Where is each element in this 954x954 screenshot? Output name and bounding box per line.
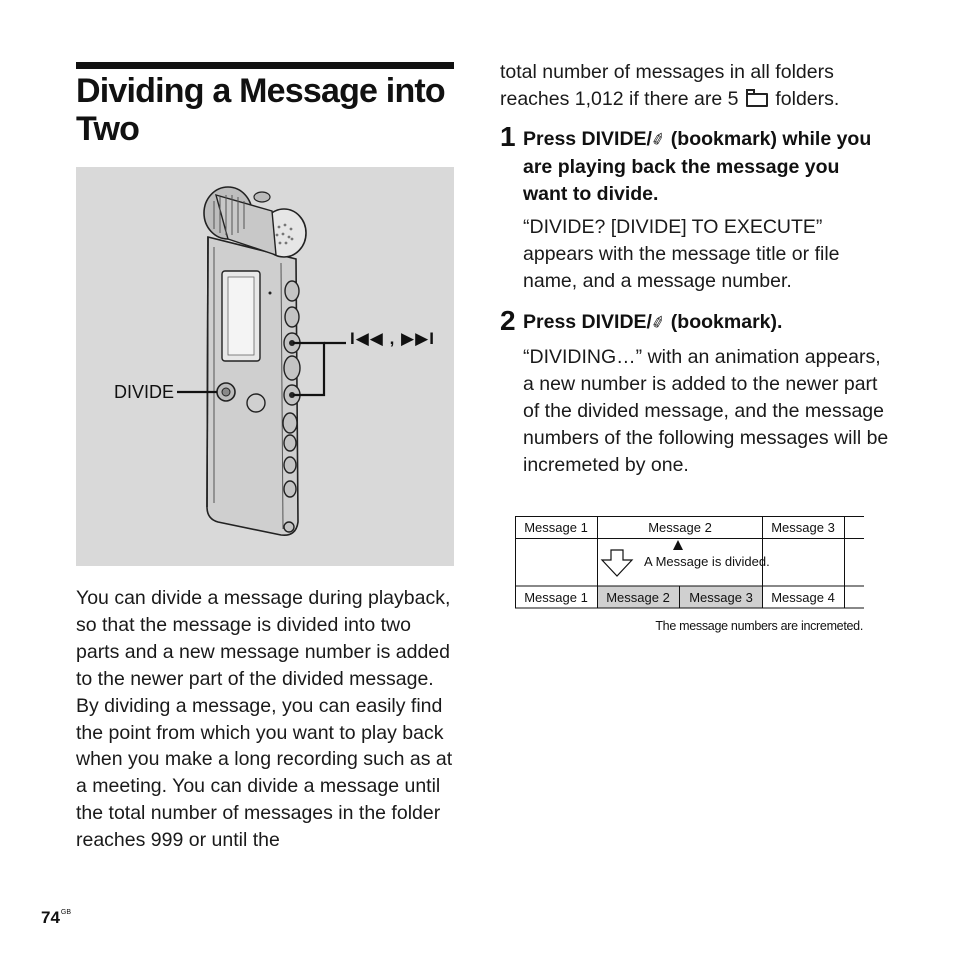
title-rule <box>76 62 454 69</box>
divide-diagram-drawing <box>515 516 865 616</box>
step-1-heading-start: Press DIVIDE/ <box>523 128 652 150</box>
step-2-number: 2 <box>500 305 516 336</box>
step-1-description: “DIVIDE? [DIVIDE] TO EXECUTE” appears with the message title or file name, and a message number. <box>523 216 840 292</box>
page-number <box>41 908 71 928</box>
page-title: Dividing a Message into Two <box>76 72 445 148</box>
bottom-row-label-1: Message 1 <box>524 590 588 605</box>
recorder-drawing <box>76 167 454 566</box>
bookmark-icon: ✐ <box>650 130 668 151</box>
step-2-heading <box>523 309 883 337</box>
top-row-label-2: Message 2 <box>648 520 712 535</box>
page-number-value: 74 <box>41 908 60 927</box>
continued-paragraph <box>500 59 880 113</box>
intro-paragraph: You can divide a message during playback, so that the message is divided into two parts and a new message number is added to the newer part of the divided message. By dividing a message, you can easily find the point from which you want to play back when you make a long recording such as at a meeting. You can divide a message until the total number of messages in the folder reaches 999 or until the <box>76 587 453 852</box>
divide-callout-label: DIVIDE <box>114 382 175 402</box>
step-1-heading-end: (bookmark) while you are playing back the message you want to divide. <box>523 128 872 205</box>
step-2-description: “DIVIDING…” with an animation appears, a new number is added to the newer part of the divided message, and the message numbers of the following messages will be incremeted by one. <box>523 346 889 476</box>
diagram-note: The message numbers are incremeted. <box>655 619 863 633</box>
step-2-heading-end: (bookmark). <box>665 311 783 333</box>
divide-point-marker <box>673 540 683 550</box>
step-1-heading <box>523 126 883 208</box>
top-row-label-1: Message 1 <box>524 520 588 535</box>
continued-text-end: folders. <box>775 87 840 110</box>
continued-text-start: total number of messages in all folders reaches 1,012 if there are 5 <box>500 61 834 110</box>
page-number-suffix: GB <box>60 909 72 916</box>
top-row-label-3: Message 3 <box>771 520 835 535</box>
divide-caption: A Message is divided. <box>644 554 770 569</box>
bookmark-icon: ✐ <box>650 313 668 334</box>
bottom-row-label-4: Message 4 <box>771 590 835 605</box>
bottom-row-label-2: Message 2 <box>606 590 670 605</box>
down-arrow-icon <box>602 550 632 576</box>
recorder-illustration <box>76 167 454 566</box>
skip-callout-label: I◀◀ , ▶▶I <box>350 329 435 348</box>
step-1-number: 1 <box>500 121 516 152</box>
bottom-row-label-3: Message 3 <box>689 590 753 605</box>
step-2-heading-start: Press DIVIDE/ <box>523 311 652 333</box>
folder-icon <box>746 93 768 107</box>
